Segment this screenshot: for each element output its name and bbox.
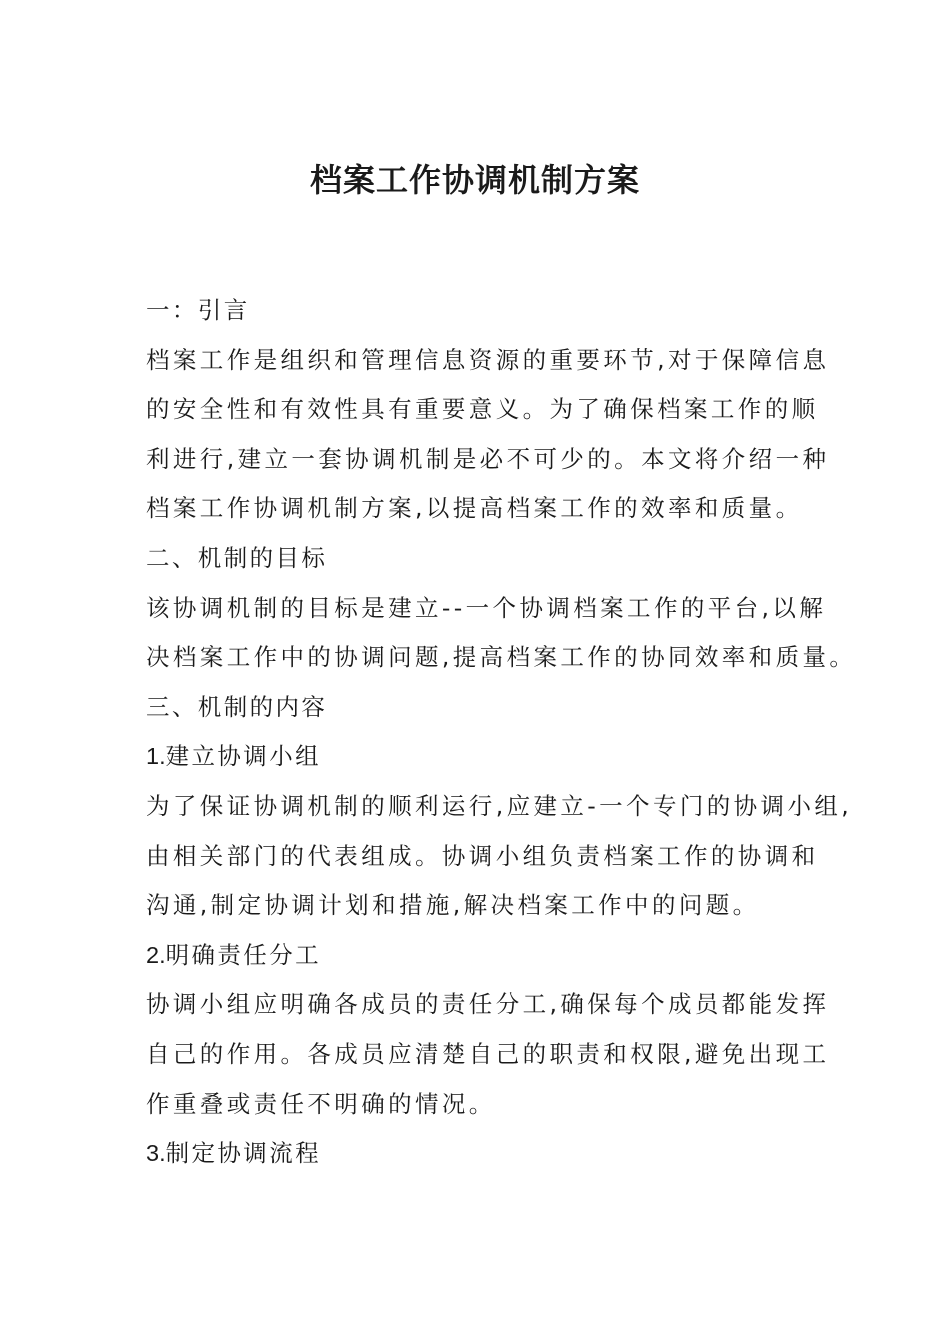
- paragraph-line: 决档案工作中的协调问题,提高档案工作的协同效率和质量。: [146, 643, 857, 672]
- section-heading-introduction: 一：引言: [146, 296, 250, 324]
- subsection-number: 2.: [146, 941, 166, 968]
- subsection-heading-process: [146, 1129, 810, 1179]
- subsection-number: 3.: [146, 1140, 166, 1167]
- paragraph-line: 沟通,制定协调计划和措施,解决档案工作中的问题。: [146, 891, 760, 920]
- paragraph-line: 自己的作用。各成员应清楚自己的职责和权限,避免出现工: [146, 1039, 830, 1068]
- subsection-title: 明确责任分工: [165, 940, 322, 969]
- subsection-heading-coordination-group: [146, 732, 810, 782]
- subsection-title: 制定协调流程: [165, 1139, 322, 1168]
- paragraph-line: 作重叠或责任不明确的情况。: [146, 1089, 496, 1118]
- paragraph-line: 的安全性和有效性具有重要意义。为了确保档案工作的顺: [146, 395, 819, 424]
- document-body: [146, 286, 857, 1179]
- document-title: 档案工作协调机制方案: [309, 161, 640, 199]
- subsection-title: 建立协调小组: [165, 742, 322, 771]
- paragraph-line: 协调小组应明确各成员的责任分工,确保每个成员都能发挥: [146, 990, 830, 1019]
- subsection-number: 1.: [146, 743, 166, 770]
- paragraph-line: 为了保证协调机制的顺利运行,应建立-一个专门的协调小组,: [146, 791, 853, 820]
- subsection-heading-responsibilities: [146, 931, 810, 981]
- paragraph-line: 档案工作协调机制方案,以提高档案工作的效率和质量。: [146, 494, 803, 523]
- paragraph-line: 该协调机制的目标是建立--一个协调档案工作的平台,以解: [146, 593, 827, 622]
- paragraph-line: 档案工作是组织和管理信息资源的重要环节,对于保障信息: [146, 345, 830, 374]
- paragraph-line: 由相关部门的代表组成。协调小组负责档案工作的协调和: [146, 841, 819, 870]
- paragraph-line: 利进行,建立一套协调机制是必不可少的。本文将介绍一种: [146, 444, 830, 473]
- section-heading-goal: 二、机制的目标: [146, 543, 328, 572]
- section-heading-content: 三、机制的内容: [146, 692, 328, 721]
